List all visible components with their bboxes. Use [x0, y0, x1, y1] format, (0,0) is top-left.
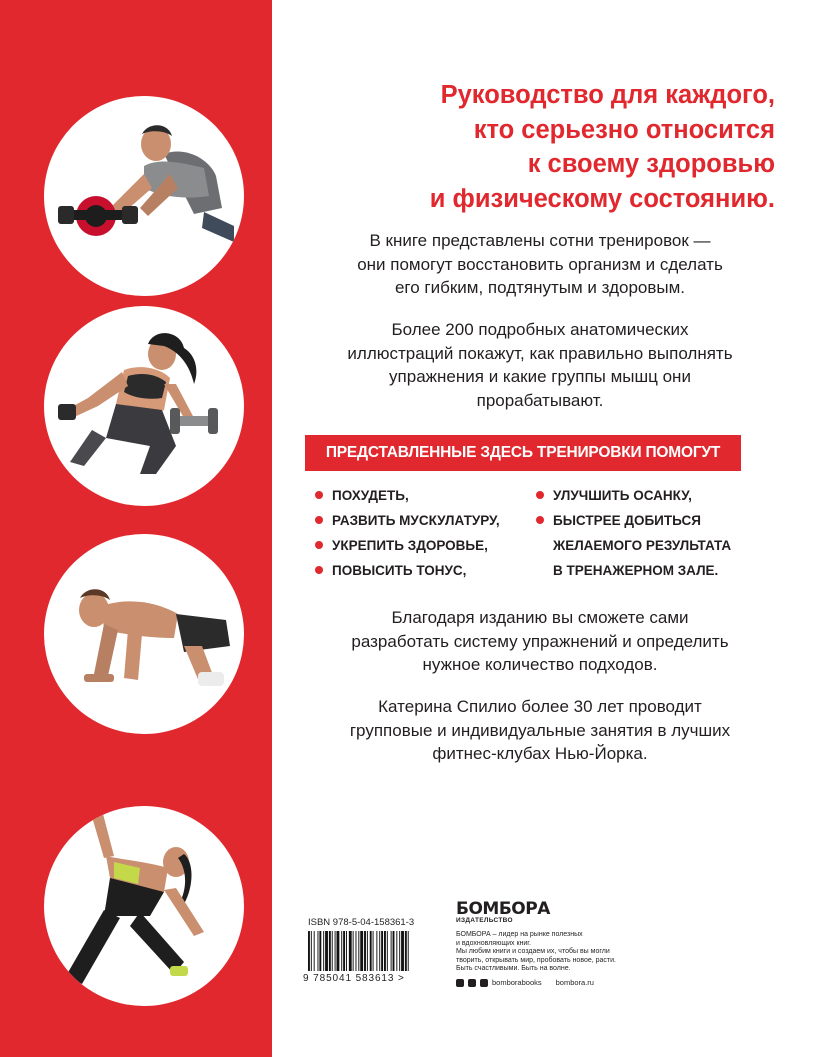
list-item: БЫСТРЕЕ ДОБИТЬСЯ — [536, 508, 731, 533]
paragraph-line: Более 200 подробных анатомических — [391, 320, 689, 339]
paragraph-line: упражнения и какие группы мышц они — [389, 367, 691, 386]
publisher-links — [456, 978, 594, 987]
list-item: УКРЕПИТЬ ЗДОРОВЬЕ, — [315, 533, 500, 558]
list-item: УЛУЧШИТЬ ОСАНКУ, — [536, 483, 731, 508]
mountain-climber-exercise-photo — [44, 534, 244, 734]
about-line: Быть счастливыми. Быть на волне. — [456, 965, 571, 972]
about-line: творить, открывать мир, пробовать новое, расти. — [456, 956, 616, 964]
ab-roller-exercise-photo — [44, 96, 244, 296]
paragraph-line: они помогут восстановить организм и сделать — [357, 254, 723, 274]
vk-icon[interactable] — [468, 979, 476, 987]
publisher-subtitle: ИЗДАТЕЛЬСТВО — [456, 917, 513, 924]
publisher-about — [456, 931, 656, 974]
about-line: БОМБОРА – лидер на рынке полезных — [456, 931, 583, 938]
publisher-logo: БОМБОРА — [456, 899, 550, 919]
barcode-image — [307, 931, 444, 971]
intro-paragraph-2 — [305, 318, 775, 412]
paragraph-line: разработать систему упражнений и определить — [351, 631, 729, 651]
facebook-icon[interactable] — [456, 979, 464, 987]
paragraph-line: Катерина Спилио более 30 лет проводит — [378, 697, 702, 716]
intro-paragraph-1 — [305, 229, 775, 300]
barcode-digits: 9 785041 583613 > — [303, 973, 405, 984]
outro-paragraph-2 — [305, 695, 775, 766]
paragraph-line: иллюстраций покажут, как правильно выполнять — [347, 343, 733, 363]
about-line: и вдохновляющих книг. — [456, 939, 531, 947]
list-item-continuation: В ТРЕНАЖЕРНОМ ЗАЛЕ. — [553, 563, 719, 578]
paragraph-line: его гибким, подтянутым и здоровым. — [394, 278, 686, 297]
benefits-list-left — [315, 483, 500, 583]
social-handle-link[interactable]: bomborabooks — [492, 978, 542, 987]
paragraph-line: групповые и индивидуальные занятия в лучших — [349, 720, 731, 740]
triangle-pose-exercise-photo — [44, 806, 244, 1006]
outro-paragraph-1 — [305, 606, 775, 677]
headline-line: кто серьезно относится — [473, 115, 775, 144]
list-item: РАЗВИТЬ МУСКУЛАТУРУ, — [315, 508, 500, 533]
paragraph-line: Благодаря изданию вы сможете сами — [391, 608, 689, 627]
about-line: Мы любим книги и создаем их, чтобы вы могли — [456, 948, 610, 955]
headline-line: Руководство для каждого, — [440, 81, 775, 109]
headline — [305, 78, 775, 216]
paragraph-line: В книге представлены сотни тренировок — — [369, 231, 711, 250]
list-item: ПОВЫСИТЬ ТОНУС, — [315, 558, 500, 583]
headline-line: и физическому состоянию. — [429, 184, 775, 213]
isbn-label: ISBN 978-5-04-158361-3 — [308, 917, 415, 928]
dumbbell-row-exercise-photo — [44, 306, 244, 506]
headline-line: к своему здоровью — [527, 150, 775, 178]
instagram-icon[interactable] — [480, 979, 488, 987]
paragraph-line: прорабатывают. — [476, 390, 604, 410]
list-item-continuation: ЖЕЛАЕМОГО РЕЗУЛЬТАТА — [553, 538, 732, 553]
website-link[interactable]: bombora.ru — [555, 978, 594, 987]
paragraph-line: нужное количество подходов. — [422, 655, 658, 674]
list-item: ПОХУДЕТЬ, — [315, 483, 500, 508]
benefits-list-right — [536, 483, 731, 583]
paragraph-line: фитнес-клубах Нью-Йорка. — [432, 744, 648, 763]
benefits-banner: ПРЕДСТАВЛЕННЫЕ ЗДЕСЬ ТРЕНИРОВКИ ПОМОГУТ — [305, 435, 741, 471]
